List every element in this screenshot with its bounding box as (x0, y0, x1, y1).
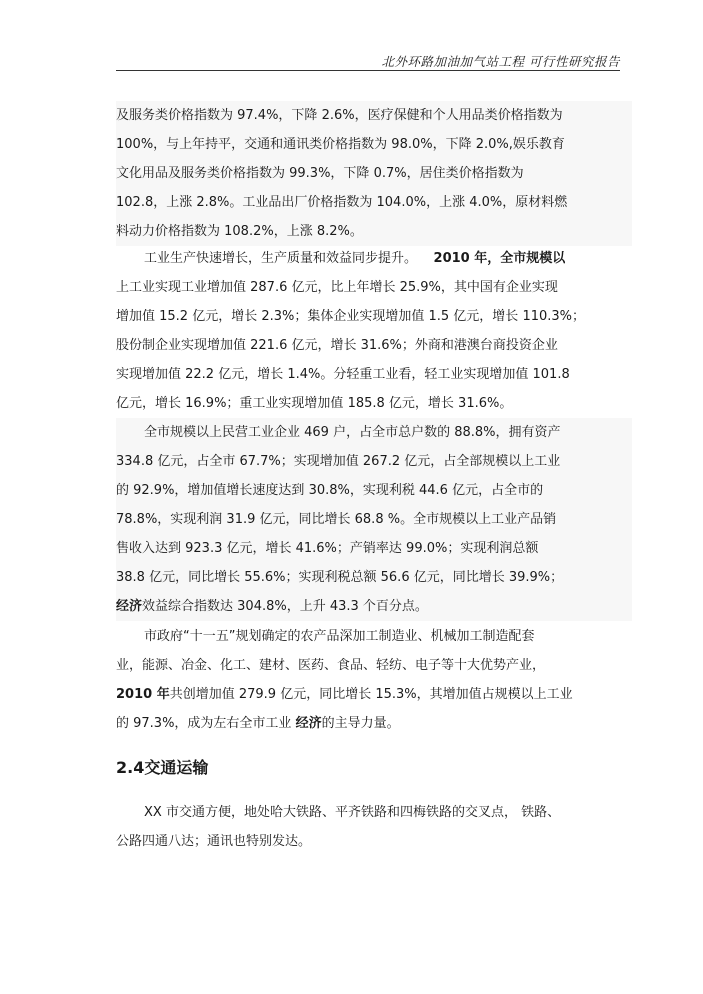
text-line: 38.8 亿元，同比增长 55.6%；实现利税总额 56.6 亿元，同比增长 39.9%； (116, 570, 564, 585)
text-line: XX 市交通方便，地处哈大铁路、平齐铁路和四梅铁路的交叉点， 铁路、 (144, 805, 561, 820)
text-span-bold: 2010 年 (116, 687, 170, 702)
text-span: 效益综合指数达 304.8%，上升 43.3 个百分点。 (142, 599, 428, 614)
text-line (116, 709, 632, 738)
text-line: 的 92.9%，增加值增长速度达到 30.8%，实现利税 44.6 亿元，占全市的 (116, 483, 544, 498)
text-line (116, 680, 632, 709)
text-span: 共创增加值 279.9 亿元，同比增长 15.3%，其增加值占规模以上工业 (169, 687, 573, 702)
text-line: 上工业实现工业增加值 287.6 亿元，比上年增长 25.9%，其中国有企业实现 (116, 280, 558, 295)
paragraph-advantage-industries (116, 622, 632, 738)
paragraph-price-indices (116, 101, 632, 246)
paragraph-private-enterprises (116, 418, 632, 621)
text-line: 业，能源、冶金、化工、建材、医药、食品、轻纺、电子等十大优势产业， (116, 658, 546, 673)
header-rule (116, 70, 620, 71)
text-line: 售收入达到 923.3 亿元，增长 41.6%；产销率达 99.0%；实现利润总额 (116, 541, 539, 556)
text-span-bold: 经济 (116, 599, 143, 614)
text-span: 工业生产快速增长，生产质量和效益同步提升。 (144, 251, 418, 266)
text-span: 的 97.3%，成为左右全市工业 (116, 716, 296, 731)
running-header: 北外环路加油加气站工程 可行性研究报告 (381, 54, 620, 69)
paragraph-industrial-output (116, 244, 632, 418)
text-line: 增加值 15.2 亿元，增长 2.3%；集体企业实现增加值 1.5 亿元，增长 110.3%； (116, 309, 586, 324)
text-line: 及服务类价格指数为 97.4%，下降 2.6%，医疗保健和个人用品类价格指数为 (116, 108, 563, 123)
text-line (116, 244, 632, 273)
text-line: 100%，与上年持平，交通和通讯类价格指数为 98.0%，下降 2.0%,娱乐教育 (116, 137, 565, 152)
text-line (116, 592, 632, 621)
text-line: 实现增加值 22.2 亿元，增长 1.4%。分轻重工业看，轻工业实现增加值 101.8 (116, 367, 570, 382)
text-line: 78.8%，实现利润 31.9 亿元，同比增长 68.8 %。全市规模以上工业产品销 (116, 512, 557, 527)
text-span-bold: 2010 年，全市规模以 (433, 251, 566, 266)
text-span-bold: 经济 (295, 716, 322, 731)
text-line: 亿元，增长 16.9%；重工业实现增加值 185.8 亿元，增长 31.6%。 (116, 396, 513, 411)
text-line: 股份制企业实现增加值 221.6 亿元，增长 31.6%；外商和港澳台商投资企业 (116, 338, 558, 353)
text-line: 334.8 亿元，占全市 67.7%；实现增加值 267.2 亿元，占全部规模以上工业 (116, 454, 561, 469)
text-line: 文化用品及服务类价格指数为 99.3%，下降 0.7%，居住类价格指数为 (116, 166, 524, 181)
text-line: 全市规模以上民营工业企业 469 户，占全市总户数的 88.8%，拥有资产 (144, 425, 561, 440)
text-line: 料动力价格指数为 108.2%，上涨 8.2%。 (116, 224, 363, 239)
text-line: 市政府“十一五”规划确定的农产品深加工制造业、机械加工制造配套 (144, 629, 535, 644)
section-heading: 2.4交通运输 (116, 758, 209, 777)
text-line: 公路四通八达；通讯也特别发达。 (116, 834, 312, 849)
text-line: 102.8，上涨 2.8%。工业品出厂价格指数为 104.0%，上涨 4.0%，原材料燃 (116, 195, 568, 210)
text-span: 的主导力量。 (321, 716, 400, 731)
paragraph-transport (116, 798, 632, 856)
